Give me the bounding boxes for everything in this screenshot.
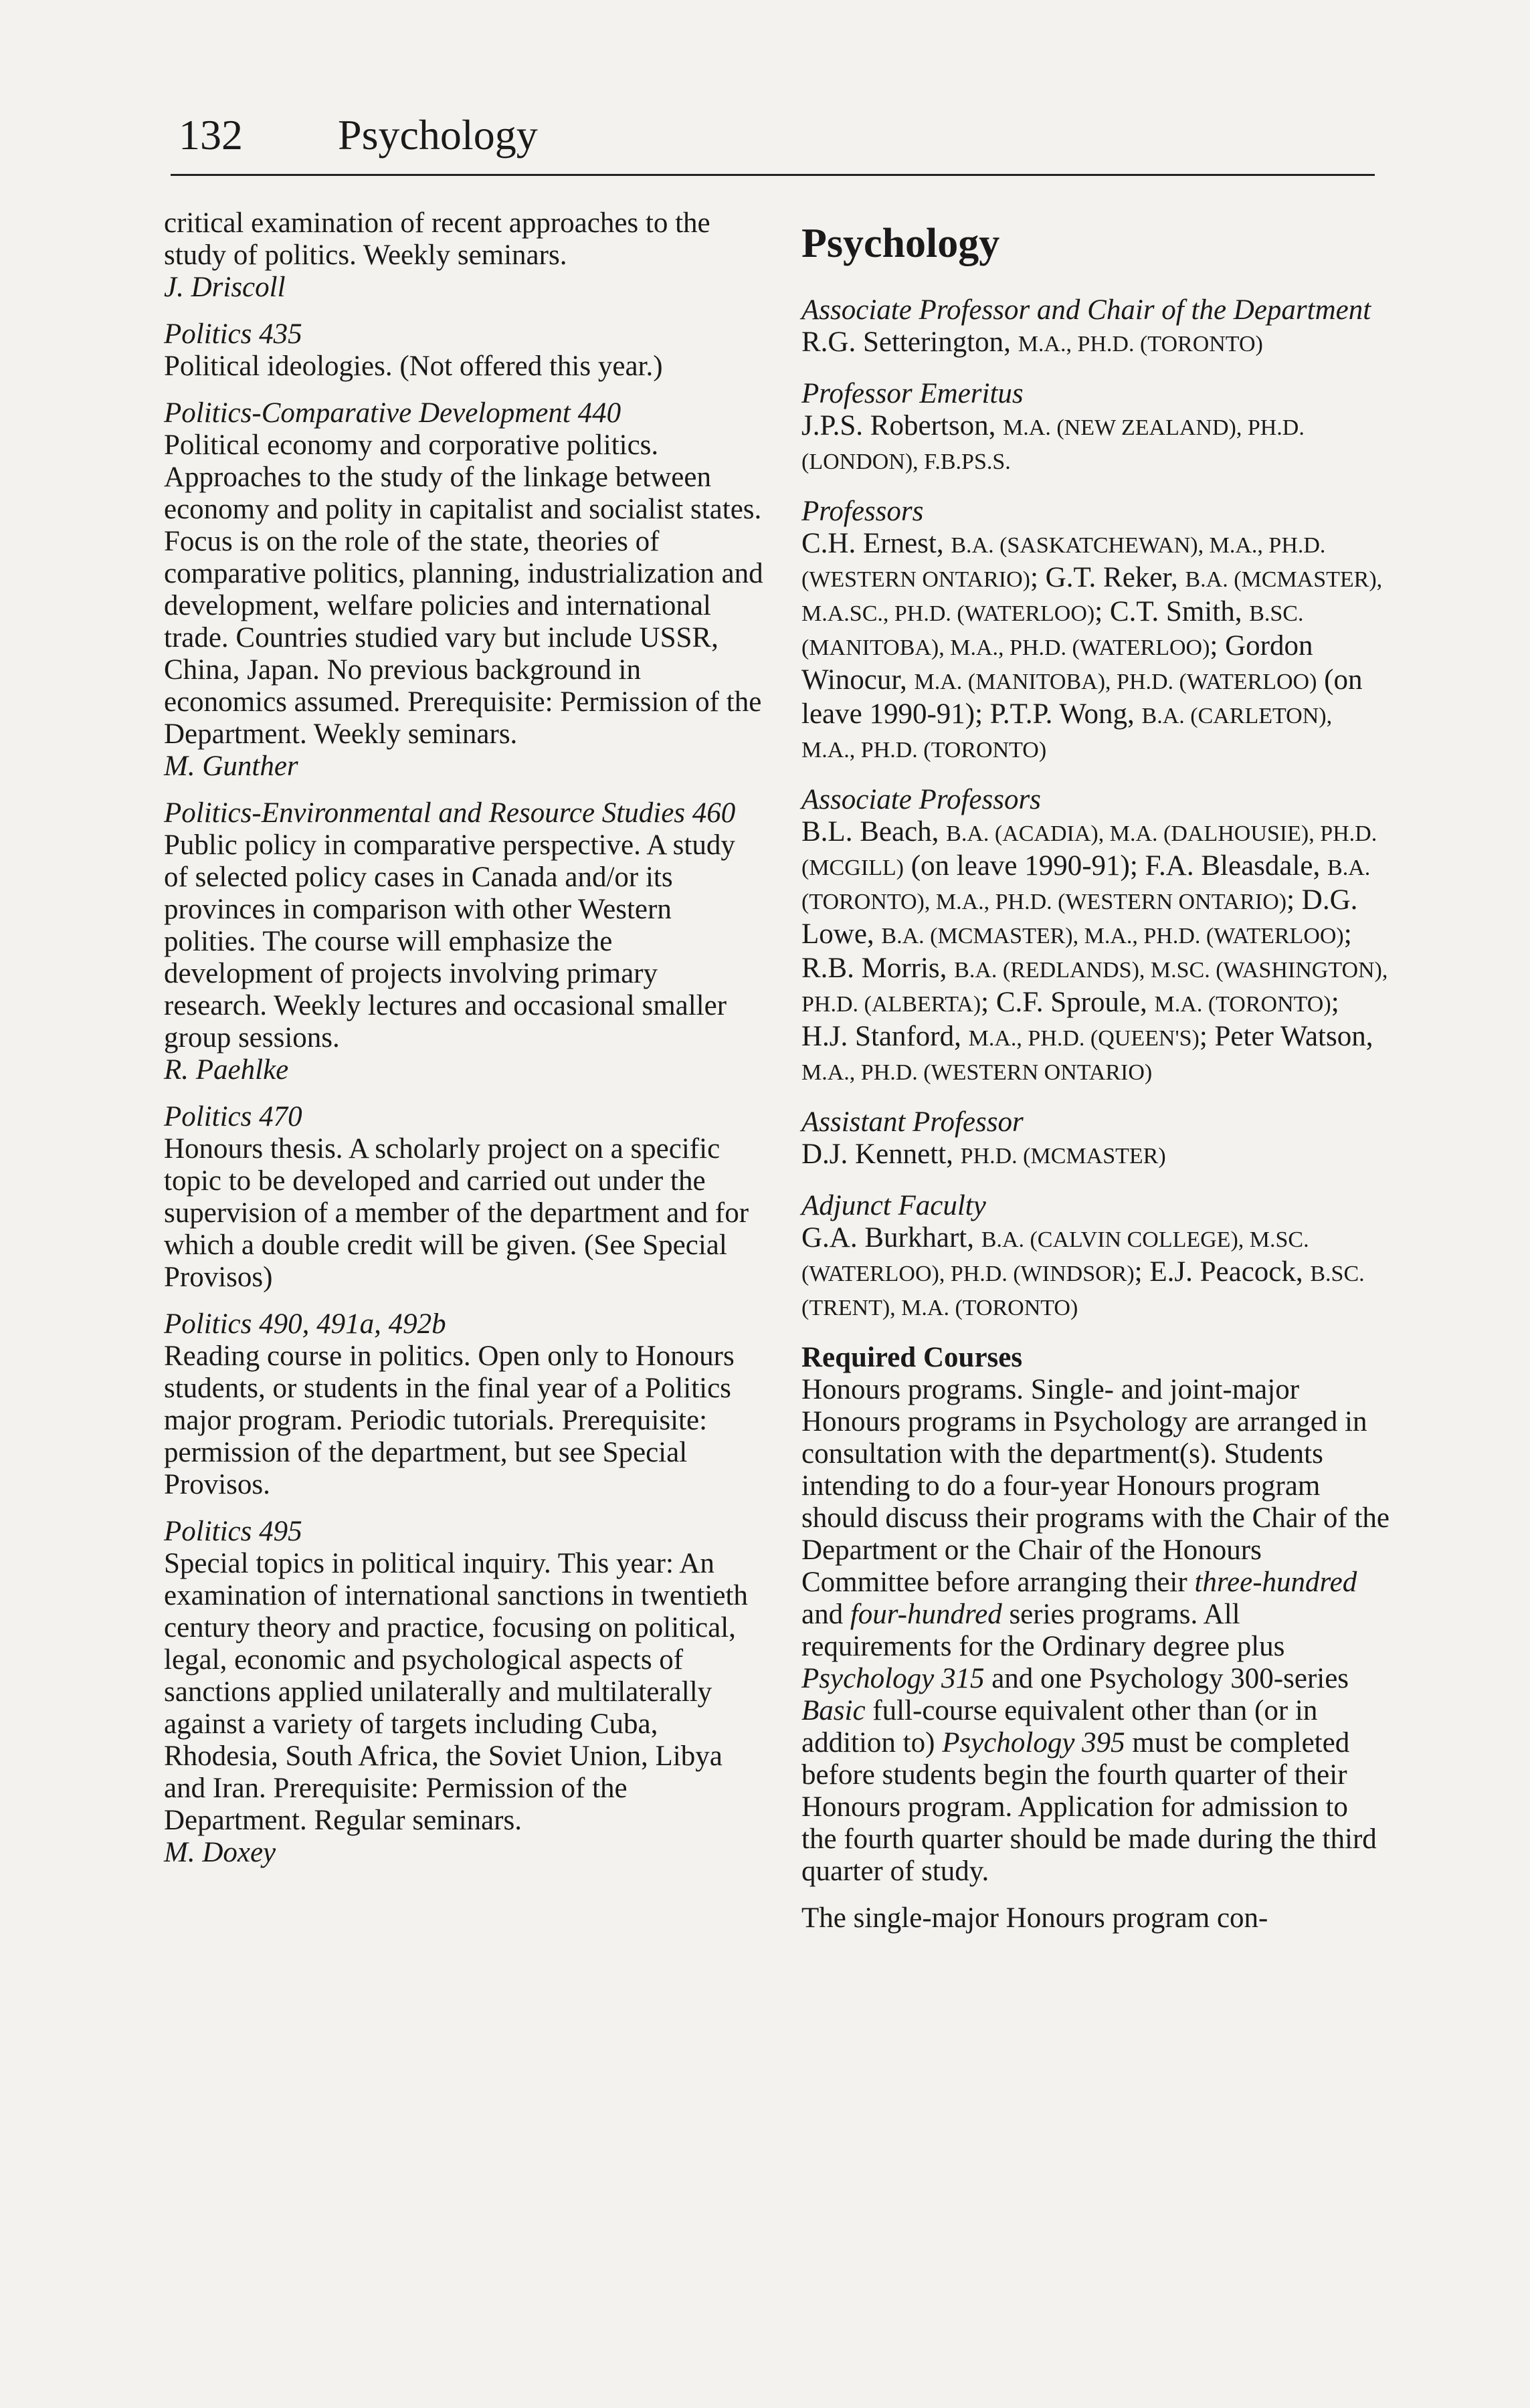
faculty-credentials: PH.D. (MCMASTER) [960, 1144, 1166, 1169]
faculty-name: ; D.G. Lowe, [801, 884, 1358, 950]
faculty-credentials: B.A. (MCMASTER), M.A.SC., PH.D. (WATERLOO) [801, 567, 1383, 626]
faculty-group [801, 1190, 1390, 1324]
text-run: Honours programs. Single- and joint-major Honours programs in Psychology are arranged in consultation with the department(s). Students intending to do a four-year Honours program should discuss their programs with the Chair of the Department or the Chair of the Honours Committee before arranging their [801, 1374, 1390, 1598]
text-run: full-course equivalent other than (or in addition to) [801, 1695, 1318, 1759]
faculty-name: ; C.F. Sproule, [981, 987, 1155, 1018]
faculty-credentials: B.A. (CALVIN COLLEGE), M.SC. (WATERLOO), PH.D. (WINDSOR) [801, 1227, 1309, 1286]
page-header [171, 110, 1375, 176]
course-instructor: M. Gunther [164, 750, 298, 782]
course-title: Politics 495 [164, 1516, 302, 1547]
text-run: series programs. All requirements for the Ordinary degree plus [801, 1599, 1285, 1662]
faculty-name: R.G. Setterington, [801, 326, 1018, 358]
course-description: Honours thesis. A scholarly project on a specific topic to be developed and carried out under the supervision of a member of the department and for which a double credit will be given. (See Special Provisos) [164, 1133, 749, 1293]
faculty-name: ; E.J. Peacock, [1134, 1256, 1311, 1288]
faculty-role: Professor Emeritus [801, 378, 1024, 409]
required-courses-heading: Required Courses [801, 1342, 1023, 1373]
body-paragraph [801, 1902, 1390, 1934]
faculty-credentials: M.A., PH.D. (WESTERN ONTARIO) [801, 1060, 1153, 1085]
course-instructor: R. Paehlke [164, 1054, 289, 1086]
faculty-credentials: B.SC. (MANITOBA), M.A., PH.D. (WATERLOO) [801, 601, 1304, 660]
faculty-name: ; C.T. Smith, [1094, 596, 1250, 627]
text-run: must be completed before students begin the fourth quarter of their Honours program. Application for admission to the fourth quarter should be made during the third quarter of study. [801, 1727, 1377, 1887]
faculty-role: Associate Professors [801, 784, 1041, 815]
course-description: Special topics in political inquiry. This year: An examination of international sanctions in twentieth century theory and practice, focusing on political, legal, economic and psychological aspects of sanctions applied unilaterally and multilaterally against a variety of targets including Cuba, Rhodesia, South Africa, the Soviet Union, Libya and Iran. Prerequisite: Permission of the Department. Regular seminars. [164, 1548, 748, 1836]
italic-term: four-hundred [850, 1599, 1002, 1630]
faculty-name: J.P.S. Robertson, [801, 410, 1003, 441]
department-heading: Psychology [801, 221, 1000, 266]
faculty-credentials: M.A., PH.D. (QUEEN'S) [968, 1026, 1200, 1051]
course-description: Political economy and corporative politics. Approaches to the study of the linkage between economy and polity in capitalist and socialist states. Focus is on the role of the state, theories of comparative politics, planning, industrialization and development, welfare policies and international trade. Countries studied vary but include USSR, China, Japan. No previous background in economics assumed. Prerequisite: Permission of the Department. Weekly seminars. [164, 429, 763, 750]
faculty-credentials: B.A. (REDLANDS), M.SC. (WASHINGTON), PH.D. (ALBERTA) [801, 958, 1388, 1017]
course-description: Political ideologies. (Not offered this year.) [164, 350, 663, 382]
course-description: critical examination of recent approaches to the study of politics. Weekly seminars. [164, 207, 710, 271]
course-entry [164, 318, 766, 383]
text-run: and [801, 1599, 850, 1630]
course-instructor: M. Doxey [164, 1837, 276, 1868]
faculty-members [801, 816, 1390, 1089]
faculty-credentials: B.SC. (TRENT), M.A. (TORONTO) [801, 1262, 1365, 1320]
faculty-credentials: M.A. (MANITOBA), PH.D. (WATERLOO) [914, 670, 1317, 694]
faculty-members [801, 1138, 1390, 1173]
faculty-credentials: B.A. (CARLETON), M.A., PH.D. (TORONTO) [801, 704, 1333, 763]
faculty-members [801, 528, 1390, 767]
faculty-credentials: B.A. (MCMASTER), M.A., PH.D. (WATERLOO) [881, 924, 1344, 948]
course-entry [164, 397, 766, 783]
faculty-group [801, 784, 1390, 1089]
right-column [801, 207, 1390, 1949]
running-head: Psychology [338, 111, 538, 159]
course-entry [164, 207, 766, 304]
required-courses-text [801, 1374, 1390, 1934]
faculty-credentials: B.A. (SASKATCHEWAN), M.A., PH.D. (WESTERN ONTARIO) [801, 533, 1326, 592]
text-run: The single-major Honours program con- [801, 1902, 1268, 1934]
course-description: Reading course in politics. Open only to Honours students, or students in the final year of a Politics major program. Periodic tutorials. Prerequisite: permission of the department, but see Special Provisos. [164, 1340, 735, 1500]
faculty-role: Adjunct Faculty [801, 1190, 986, 1221]
faculty-credentials: B.A. (TORONTO), M.A., PH.D. (WESTERN ONTARIO) [801, 856, 1371, 914]
course-title: Politics 490, 491a, 492b [164, 1308, 446, 1340]
course-title: Politics 435 [164, 318, 302, 350]
faculty-group [801, 496, 1390, 767]
italic-term: three-hundred [1194, 1567, 1357, 1598]
faculty-name: G.A. Burkhart, [801, 1222, 981, 1253]
italic-term: Basic [801, 1695, 866, 1726]
faculty-role: Professors [801, 496, 924, 527]
faculty-credentials: M.A. (TORONTO) [1154, 992, 1331, 1017]
faculty-name: (on leave 1990-91); P.T.P. Wong, [801, 664, 1363, 730]
faculty-members [801, 326, 1390, 361]
faculty-name: ; H.J. Stanford, [801, 987, 1339, 1052]
faculty-name: ; Gordon Winocur, [801, 630, 1313, 696]
course-description: Public policy in comparative perspective. A study of selected policy cases in Canada and/or its provinces in comparison with other Western polities. The course will emphasize the development of projects involving primary research. Weekly lectures and occasional smaller group sessions. [164, 829, 735, 1054]
course-entry [164, 1308, 766, 1501]
faculty-name: (on leave 1990-91); F.A. Bleasdale, [903, 850, 1328, 882]
faculty-group [801, 1106, 1390, 1173]
faculty-credentials: M.A. (NEW ZEALAND), PH.D. (LONDON), F.B.PS.S. [801, 415, 1305, 474]
course-entry [164, 1516, 766, 1869]
left-column [164, 207, 766, 1884]
faculty-role: Assistant Professor [801, 1106, 1024, 1138]
page-number: 132 [179, 111, 243, 159]
course-entry [164, 1101, 766, 1294]
faculty-group [801, 378, 1390, 478]
faculty-name: ; R.B. Morris, [801, 918, 1352, 984]
course-title: Politics 470 [164, 1101, 302, 1132]
faculty-name: C.H. Ernest, [801, 528, 951, 559]
faculty-name: ; Peter Watson, [1199, 1021, 1373, 1052]
course-entry [164, 797, 766, 1086]
faculty-members [801, 1222, 1390, 1324]
faculty-name: ; G.T. Reker, [1030, 562, 1185, 593]
italic-term: Psychology 395 [942, 1727, 1125, 1759]
course-instructor: J. Driscoll [164, 272, 286, 303]
faculty-credentials: M.A., PH.D. (TORONTO) [1018, 332, 1263, 357]
faculty-list [801, 294, 1390, 1324]
course-title: Politics-Comparative Development 440 [164, 397, 621, 429]
faculty-name: D.J. Kennett, [801, 1138, 961, 1170]
italic-term: Psychology 315 [801, 1663, 985, 1694]
course-title: Politics-Environmental and Resource Studies 460 [164, 797, 736, 829]
faculty-credentials: B.A. (ACADIA), M.A. (DALHOUSIE), PH.D. (MCGILL) [801, 821, 1377, 880]
faculty-role: Associate Professor and Chair of the Department [801, 294, 1371, 326]
body-paragraph [801, 1374, 1390, 1888]
faculty-name: B.L. Beach, [801, 816, 947, 847]
faculty-group [801, 294, 1390, 361]
text-run: and one Psychology 300-series [984, 1663, 1349, 1694]
faculty-members [801, 410, 1390, 478]
